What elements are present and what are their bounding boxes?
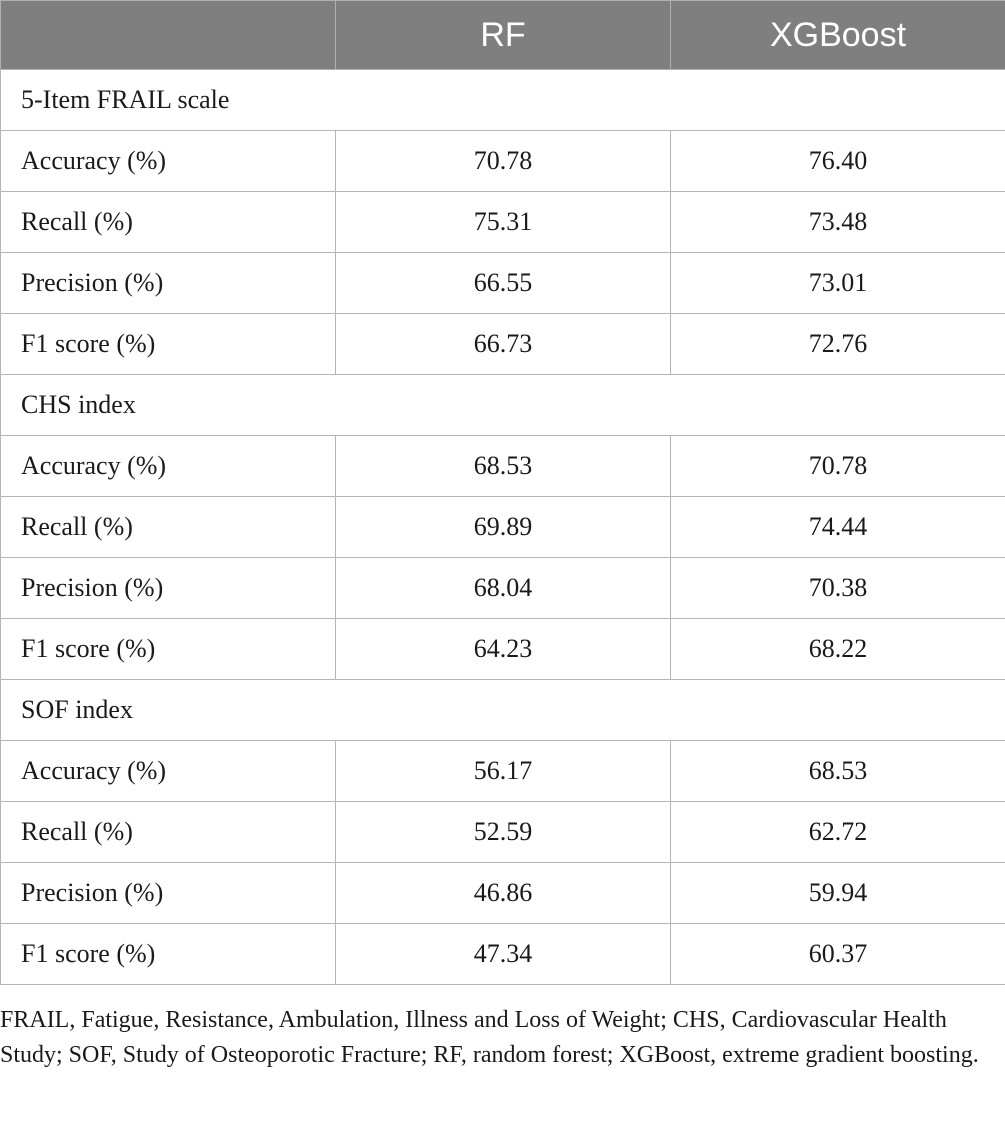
metric-label: Recall (%)	[1, 497, 336, 558]
metric-label: Accuracy (%)	[1, 436, 336, 497]
table-row	[1, 253, 1005, 314]
xgboost-value: 70.78	[671, 436, 1005, 497]
table-row	[1, 741, 1005, 802]
table-footnote: FRAIL, Fatigue, Resistance, Ambulation, Illness and Loss of Weight; CHS, Cardiovascular Health Study; SOF, Study of Osteoporotic Fracture; RF, random forest; XGBoost, extreme gradient boosting.	[0, 1007, 979, 1068]
rf-value: 66.73	[336, 314, 671, 375]
rf-value: 64.23	[336, 619, 671, 680]
metric-label: F1 score (%)	[1, 314, 336, 375]
section-title: 5-Item FRAIL scale	[1, 70, 1005, 131]
table-row	[1, 802, 1005, 863]
xgboost-value: 76.40	[671, 131, 1005, 192]
header-cell-metric	[1, 1, 336, 70]
rf-value: 52.59	[336, 802, 671, 863]
rf-value: 69.89	[336, 497, 671, 558]
metric-label: Accuracy (%)	[1, 131, 336, 192]
xgboost-value: 70.38	[671, 558, 1005, 619]
metric-label: F1 score (%)	[1, 924, 336, 985]
xgboost-value: 68.22	[671, 619, 1005, 680]
rf-value: 75.31	[336, 192, 671, 253]
section-title: SOF index	[1, 680, 1005, 741]
rf-value: 70.78	[336, 131, 671, 192]
metric-label: Precision (%)	[1, 253, 336, 314]
xgboost-value: 73.48	[671, 192, 1005, 253]
xgboost-value: 60.37	[671, 924, 1005, 985]
table-row	[1, 619, 1005, 680]
table-row	[1, 192, 1005, 253]
metric-label: Accuracy (%)	[1, 741, 336, 802]
section-title: CHS index	[1, 375, 1005, 436]
xgboost-value: 62.72	[671, 802, 1005, 863]
table-row	[1, 924, 1005, 985]
header-row	[1, 1, 1005, 70]
xgboost-value: 59.94	[671, 863, 1005, 924]
section-row	[1, 375, 1005, 436]
metric-label: F1 score (%)	[1, 619, 336, 680]
table-row	[1, 314, 1005, 375]
metric-label: Recall (%)	[1, 802, 336, 863]
table-row	[1, 131, 1005, 192]
table-row	[1, 863, 1005, 924]
table-row	[1, 558, 1005, 619]
xgboost-value: 72.76	[671, 314, 1005, 375]
metric-label: Precision (%)	[1, 863, 336, 924]
rf-value: 56.17	[336, 741, 671, 802]
metric-label: Recall (%)	[1, 192, 336, 253]
rf-value: 68.04	[336, 558, 671, 619]
section-row	[1, 70, 1005, 131]
xgboost-value: 68.53	[671, 741, 1005, 802]
metric-label: Precision (%)	[1, 558, 336, 619]
xgboost-value: 74.44	[671, 497, 1005, 558]
rf-value: 46.86	[336, 863, 671, 924]
header-cell-rf: RF	[336, 1, 671, 70]
table-row	[1, 436, 1005, 497]
header-cell-xgboost: XGBoost	[671, 1, 1005, 70]
rf-value: 47.34	[336, 924, 671, 985]
section-row	[1, 680, 1005, 741]
rf-value: 68.53	[336, 436, 671, 497]
xgboost-value: 73.01	[671, 253, 1005, 314]
rf-value: 66.55	[336, 253, 671, 314]
table-row	[1, 497, 1005, 558]
